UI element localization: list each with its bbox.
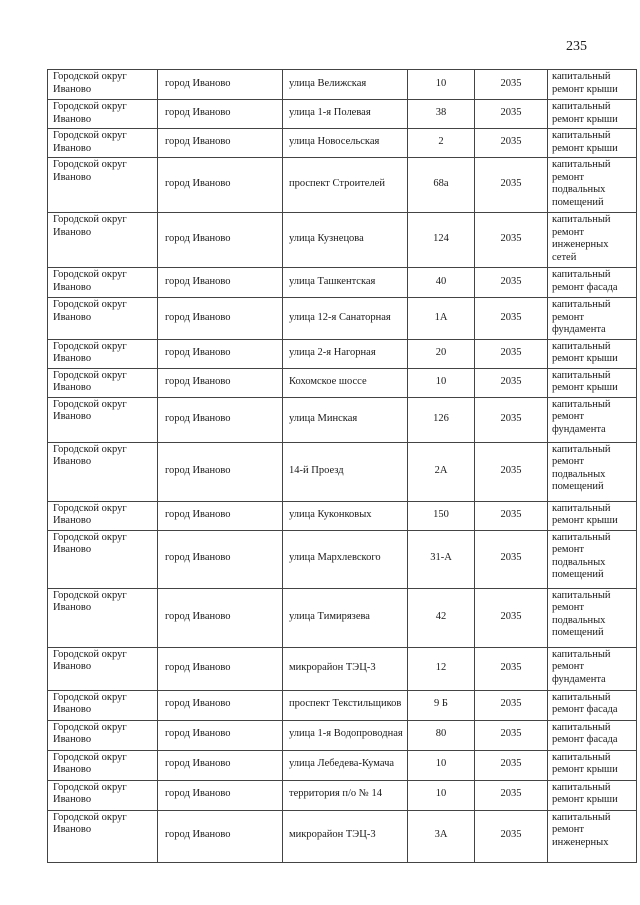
table-row bbox=[48, 339, 637, 368]
house-number-cell: 3А bbox=[408, 810, 475, 862]
year-cell: 2035 bbox=[475, 588, 548, 647]
city-cell: город Иваново bbox=[158, 780, 283, 810]
year-cell: 2035 bbox=[475, 810, 548, 862]
table-row bbox=[48, 501, 637, 530]
work-type-cell: капитальный ремонт подвальных помещений bbox=[548, 588, 637, 647]
city-cell: город Иваново bbox=[158, 690, 283, 720]
work-type-cell: капитальный ремонт фасада bbox=[548, 690, 637, 720]
okrug-cell: Городской округ Иваново bbox=[48, 690, 158, 720]
okrug-cell: Городской округ Иваново bbox=[48, 339, 158, 368]
street-cell: улица Новосельская bbox=[283, 129, 408, 158]
city-cell: город Иваново bbox=[158, 442, 283, 501]
table-row bbox=[48, 530, 637, 588]
city-cell: город Иваново bbox=[158, 501, 283, 530]
city-cell: город Иваново bbox=[158, 339, 283, 368]
street-cell: проспект Строителей bbox=[283, 158, 408, 213]
street-cell: проспект Текстильщиков bbox=[283, 690, 408, 720]
work-type-cell: капитальный ремонт крыши bbox=[548, 70, 637, 100]
table-row bbox=[48, 588, 637, 647]
street-cell: улица Куконковых bbox=[283, 501, 408, 530]
work-type-cell: капитальный ремонт крыши bbox=[548, 750, 637, 780]
okrug-cell: Городской округ Иваново bbox=[48, 530, 158, 588]
okrug-cell: Городской округ Иваново bbox=[48, 720, 158, 750]
work-type-cell: капитальный ремонт подвальных помещений bbox=[548, 442, 637, 501]
street-cell: улица Мархлевского bbox=[283, 530, 408, 588]
year-cell: 2035 bbox=[475, 397, 548, 442]
table-row bbox=[48, 100, 637, 129]
house-number-cell: 20 bbox=[408, 339, 475, 368]
house-number-cell: 2А bbox=[408, 442, 475, 501]
year-cell: 2035 bbox=[475, 690, 548, 720]
house-number-cell: 124 bbox=[408, 213, 475, 268]
street-cell: территория п/о № 14 bbox=[283, 780, 408, 810]
city-cell: город Иваново bbox=[158, 368, 283, 397]
house-number-cell: 68а bbox=[408, 158, 475, 213]
year-cell: 2035 bbox=[475, 100, 548, 129]
year-cell: 2035 bbox=[475, 647, 548, 690]
table-row bbox=[48, 397, 637, 442]
okrug-cell: Городской округ Иваново bbox=[48, 647, 158, 690]
house-number-cell: 38 bbox=[408, 100, 475, 129]
work-type-cell: капитальный ремонт крыши bbox=[548, 100, 637, 129]
work-type-cell: капитальный ремонт фасада bbox=[548, 268, 637, 298]
house-number-cell: 1А bbox=[408, 298, 475, 340]
year-cell: 2035 bbox=[475, 268, 548, 298]
city-cell: город Иваново bbox=[158, 397, 283, 442]
city-cell: город Иваново bbox=[158, 129, 283, 158]
work-type-cell: капитальный ремонт фундамента bbox=[548, 647, 637, 690]
city-cell: город Иваново bbox=[158, 647, 283, 690]
street-cell: улица 2-я Нагорная bbox=[283, 339, 408, 368]
year-cell: 2035 bbox=[475, 158, 548, 213]
year-cell: 2035 bbox=[475, 530, 548, 588]
city-cell: город Иваново bbox=[158, 530, 283, 588]
work-type-cell: капитальный ремонт фундамента bbox=[548, 397, 637, 442]
street-cell: 14-й Проезд bbox=[283, 442, 408, 501]
year-cell: 2035 bbox=[475, 70, 548, 100]
year-cell: 2035 bbox=[475, 129, 548, 158]
house-number-cell: 80 bbox=[408, 720, 475, 750]
table-row bbox=[48, 70, 637, 100]
street-cell: улица Велижская bbox=[283, 70, 408, 100]
house-number-cell: 31-А bbox=[408, 530, 475, 588]
street-cell: улица 1-я Полевая bbox=[283, 100, 408, 129]
year-cell: 2035 bbox=[475, 780, 548, 810]
house-number-cell: 10 bbox=[408, 780, 475, 810]
street-cell: Кохомское шоссе bbox=[283, 368, 408, 397]
house-number-cell: 150 bbox=[408, 501, 475, 530]
house-number-cell: 2 bbox=[408, 129, 475, 158]
house-number-cell: 42 bbox=[408, 588, 475, 647]
table-row bbox=[48, 213, 637, 268]
street-cell: микрорайон ТЭЦ-3 bbox=[283, 647, 408, 690]
work-type-cell: капитальный ремонт крыши bbox=[548, 368, 637, 397]
okrug-cell: Городской округ Иваново bbox=[48, 298, 158, 340]
year-cell: 2035 bbox=[475, 298, 548, 340]
okrug-cell: Городской округ Иваново bbox=[48, 100, 158, 129]
house-number-cell: 10 bbox=[408, 70, 475, 100]
table-row bbox=[48, 647, 637, 690]
city-cell: город Иваново bbox=[158, 588, 283, 647]
okrug-cell: Городской округ Иваново bbox=[48, 213, 158, 268]
year-cell: 2035 bbox=[475, 213, 548, 268]
okrug-cell: Городской округ Иваново bbox=[48, 501, 158, 530]
city-cell: город Иваново bbox=[158, 158, 283, 213]
house-number-cell: 40 bbox=[408, 268, 475, 298]
okrug-cell: Городской округ Иваново bbox=[48, 780, 158, 810]
street-cell: улица Тимирязева bbox=[283, 588, 408, 647]
street-cell: улица 12-я Санаторная bbox=[283, 298, 408, 340]
city-cell: город Иваново bbox=[158, 213, 283, 268]
table-row bbox=[48, 442, 637, 501]
table-row bbox=[48, 690, 637, 720]
street-cell: улица Кузнецова bbox=[283, 213, 408, 268]
city-cell: город Иваново bbox=[158, 268, 283, 298]
year-cell: 2035 bbox=[475, 442, 548, 501]
city-cell: город Иваново bbox=[158, 298, 283, 340]
okrug-cell: Городской округ Иваново bbox=[48, 750, 158, 780]
work-type-cell: капитальный ремонт подвальных помещений bbox=[548, 158, 637, 213]
okrug-cell: Городской округ Иваново bbox=[48, 268, 158, 298]
house-number-cell: 10 bbox=[408, 368, 475, 397]
okrug-cell: Городской округ Иваново bbox=[48, 158, 158, 213]
house-number-cell: 9 Б bbox=[408, 690, 475, 720]
work-type-cell: капитальный ремонт крыши bbox=[548, 780, 637, 810]
city-cell: город Иваново bbox=[158, 810, 283, 862]
table-body bbox=[48, 70, 637, 863]
work-type-cell: капитальный ремонт фундамента bbox=[548, 298, 637, 340]
year-cell: 2035 bbox=[475, 750, 548, 780]
house-number-cell: 126 bbox=[408, 397, 475, 442]
city-cell: город Иваново bbox=[158, 720, 283, 750]
street-cell: улица Ташкентская bbox=[283, 268, 408, 298]
table-row bbox=[48, 810, 637, 862]
work-type-cell: капитальный ремонт инженерных bbox=[548, 810, 637, 862]
table-row bbox=[48, 368, 637, 397]
street-cell: улица 1-я Водопроводная bbox=[283, 720, 408, 750]
street-cell: микрорайон ТЭЦ-3 bbox=[283, 810, 408, 862]
year-cell: 2035 bbox=[475, 720, 548, 750]
year-cell: 2035 bbox=[475, 339, 548, 368]
table-row bbox=[48, 720, 637, 750]
okrug-cell: Городской округ Иваново bbox=[48, 70, 158, 100]
page-number: 235 bbox=[566, 39, 587, 54]
work-type-cell: капитальный ремонт подвальных помещений bbox=[548, 530, 637, 588]
okrug-cell: Городской округ Иваново bbox=[48, 129, 158, 158]
table-row bbox=[48, 780, 637, 810]
okrug-cell: Городской округ Иваново bbox=[48, 588, 158, 647]
okrug-cell: Городской округ Иваново bbox=[48, 442, 158, 501]
table-row bbox=[48, 129, 637, 158]
okrug-cell: Городской округ Иваново bbox=[48, 810, 158, 862]
work-type-cell: капитальный ремонт крыши bbox=[548, 129, 637, 158]
table-row bbox=[48, 750, 637, 780]
street-cell: улица Минская bbox=[283, 397, 408, 442]
year-cell: 2035 bbox=[475, 368, 548, 397]
city-cell: город Иваново bbox=[158, 750, 283, 780]
house-number-cell: 10 bbox=[408, 750, 475, 780]
table-row bbox=[48, 268, 637, 298]
work-type-cell: капитальный ремонт крыши bbox=[548, 501, 637, 530]
city-cell: город Иваново bbox=[158, 70, 283, 100]
street-cell: улица Лебедева-Кумача bbox=[283, 750, 408, 780]
table-row bbox=[48, 298, 637, 340]
table-row bbox=[48, 158, 637, 213]
okrug-cell: Городской округ Иваново bbox=[48, 397, 158, 442]
okrug-cell: Городской округ Иваново bbox=[48, 368, 158, 397]
house-number-cell: 12 bbox=[408, 647, 475, 690]
work-type-cell: капитальный ремонт фасада bbox=[548, 720, 637, 750]
work-type-cell: капитальный ремонт инженерных сетей bbox=[548, 213, 637, 268]
register-table bbox=[47, 69, 637, 863]
city-cell: город Иваново bbox=[158, 100, 283, 129]
work-type-cell: капитальный ремонт крыши bbox=[548, 339, 637, 368]
year-cell: 2035 bbox=[475, 501, 548, 530]
